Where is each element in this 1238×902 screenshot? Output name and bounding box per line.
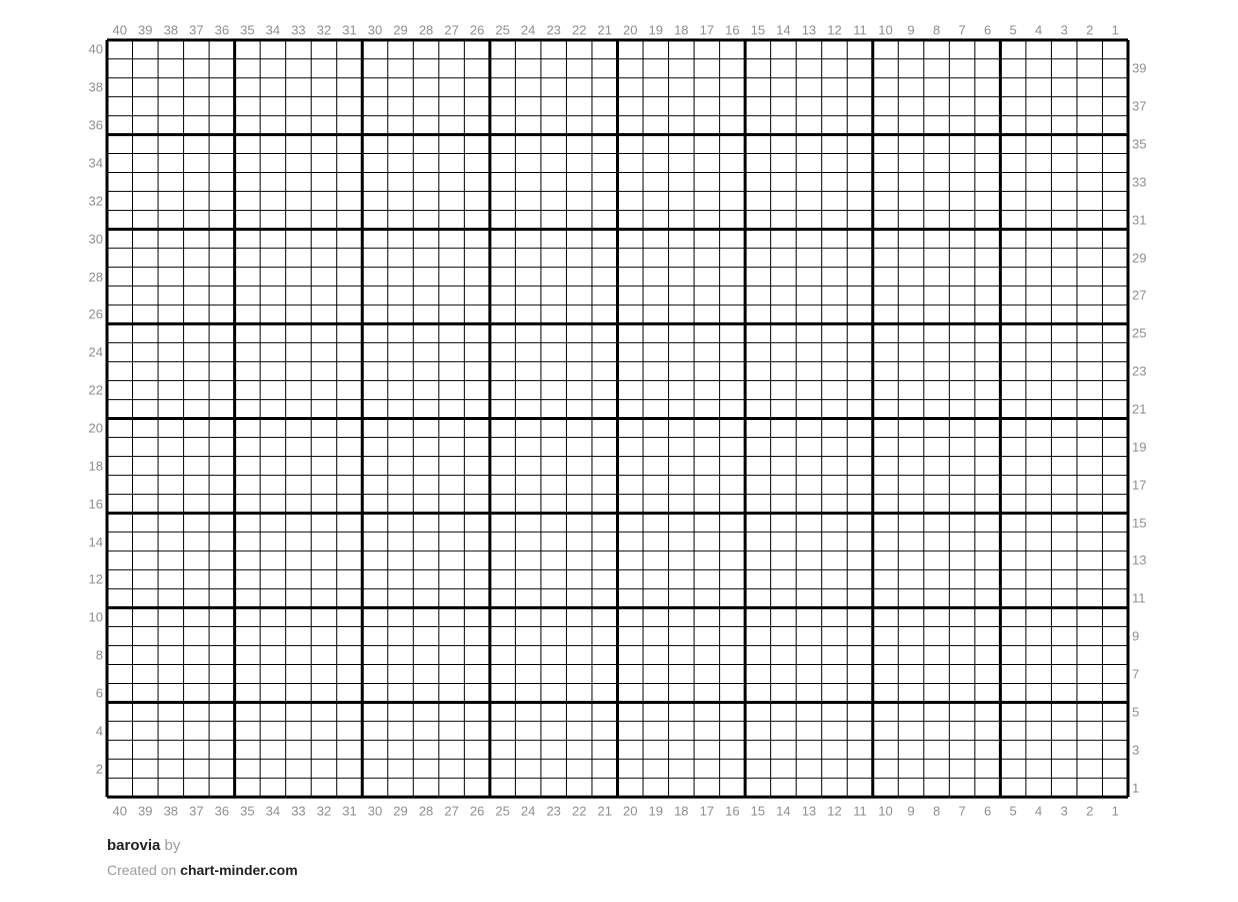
left-row-label: 26 — [88, 306, 103, 322]
top-col-label: 23 — [546, 22, 561, 37]
top-col-label: 24 — [520, 22, 536, 37]
top-col-label: 29 — [393, 22, 408, 37]
bottom-col-label: 30 — [367, 803, 383, 818]
top-col-label: 3 — [1060, 22, 1068, 37]
top-col-label: 9 — [907, 22, 915, 37]
bottom-col-label: 10 — [878, 803, 893, 818]
bottom-col-label: 19 — [648, 803, 664, 818]
left-row-label: 6 — [95, 685, 103, 701]
bottom-col-label: 40 — [112, 803, 127, 818]
bottom-col-label: 8 — [932, 803, 941, 818]
left-row-label: 38 — [88, 79, 103, 95]
bottom-col-label: 15 — [750, 803, 766, 818]
right-row-label: 35 — [1132, 136, 1147, 152]
right-row-label: 9 — [1132, 628, 1140, 644]
right-row-label: 27 — [1132, 287, 1147, 303]
bottom-col-label: 6 — [983, 803, 992, 818]
bottom-col-label: 23 — [546, 803, 561, 818]
top-col-label: 34 — [265, 22, 281, 37]
right-row-label: 15 — [1132, 515, 1147, 531]
right-row-label: 13 — [1132, 552, 1147, 568]
top-col-label: 5 — [1009, 22, 1017, 37]
bottom-col-label: 11 — [853, 803, 867, 818]
left-row-label: 24 — [88, 344, 103, 360]
top-col-label: 12 — [827, 22, 842, 37]
left-row-label: 22 — [88, 382, 103, 398]
top-col-label: 36 — [214, 22, 230, 37]
chart-grid-canvas[interactable] — [107, 40, 1128, 797]
right-row-label: 31 — [1132, 212, 1147, 228]
top-col-label: 18 — [674, 22, 689, 37]
right-row-label: 19 — [1132, 439, 1147, 455]
right-row-label: 5 — [1132, 704, 1140, 720]
left-row-label: 40 — [88, 41, 103, 57]
top-col-label: 13 — [801, 22, 817, 37]
bottom-col-label: 38 — [163, 803, 179, 818]
top-col-label: 28 — [418, 22, 434, 37]
bottom-col-label: 28 — [418, 803, 434, 818]
right-row-label: 21 — [1132, 401, 1147, 417]
bottom-col-label: 29 — [393, 803, 408, 818]
top-col-label: 2 — [1086, 22, 1094, 37]
top-col-label: 32 — [316, 22, 332, 37]
top-col-label: 4 — [1035, 22, 1043, 37]
created-on-text: Created on — [107, 862, 177, 878]
bottom-col-label: 37 — [189, 803, 204, 818]
left-row-label: 18 — [88, 458, 103, 474]
top-col-label: 39 — [138, 22, 153, 37]
bottom-col-label: 20 — [623, 803, 638, 818]
bottom-col-label: 27 — [444, 803, 459, 818]
right-row-label: 29 — [1132, 250, 1147, 266]
top-col-label: 6 — [983, 22, 992, 37]
top-col-label: 15 — [750, 22, 766, 37]
right-row-label: 25 — [1132, 325, 1147, 341]
top-col-label: 10 — [878, 22, 893, 37]
right-row-label: 33 — [1132, 174, 1147, 190]
right-row-label: 11 — [1132, 590, 1146, 606]
bottom-col-label: 7 — [958, 803, 966, 818]
bottom-col-label: 25 — [495, 803, 510, 818]
bottom-col-label: 14 — [776, 803, 791, 818]
right-row-label: 7 — [1132, 666, 1140, 682]
top-col-label: 35 — [240, 22, 255, 37]
chart-author-byline: by — [164, 837, 181, 854]
bottom-col-label: 31 — [342, 803, 357, 818]
chart-title-line — [107, 838, 298, 853]
bottom-col-label: 18 — [674, 803, 689, 818]
bottom-col-label: 33 — [291, 803, 306, 818]
left-row-label: 34 — [88, 155, 103, 171]
right-row-label: 39 — [1132, 60, 1147, 76]
bottom-col-label: 32 — [316, 803, 332, 818]
left-row-label: 10 — [88, 609, 103, 625]
bottom-col-label: 4 — [1035, 803, 1043, 818]
top-col-label: 8 — [932, 22, 941, 37]
left-row-label: 16 — [88, 496, 103, 512]
credit-line — [107, 863, 298, 877]
bottom-col-label: 13 — [801, 803, 817, 818]
top-col-label: 40 — [112, 22, 127, 37]
left-row-label: 36 — [88, 117, 103, 133]
top-col-label: 26 — [469, 22, 485, 37]
bottom-col-label: 39 — [138, 803, 153, 818]
top-col-label: 1 — [1111, 22, 1119, 37]
bottom-col-label: 2 — [1086, 803, 1094, 818]
top-col-label: 27 — [444, 22, 459, 37]
bottom-col-label: 22 — [571, 803, 587, 818]
site-link[interactable]: chart-minder.com — [180, 862, 298, 878]
right-row-label: 3 — [1132, 742, 1140, 758]
top-col-label: 37 — [189, 22, 204, 37]
top-col-label: 31 — [342, 22, 357, 37]
top-col-label: 7 — [958, 22, 966, 37]
chart-footer — [107, 838, 298, 877]
right-row-label: 1 — [1132, 780, 1140, 796]
left-row-label: 8 — [95, 647, 103, 663]
left-row-label: 4 — [95, 723, 103, 739]
bottom-col-label: 12 — [827, 803, 842, 818]
top-col-label: 11 — [853, 22, 867, 37]
right-row-label: 37 — [1132, 98, 1147, 114]
left-row-label: 2 — [95, 761, 103, 777]
left-row-label: 32 — [88, 193, 103, 209]
top-col-label: 20 — [623, 22, 638, 37]
bottom-col-label: 35 — [240, 803, 255, 818]
left-row-label: 12 — [88, 571, 103, 587]
bottom-col-label: 26 — [469, 803, 485, 818]
bottom-col-label: 24 — [520, 803, 536, 818]
bottom-col-label: 1 — [1111, 803, 1119, 818]
right-row-label: 17 — [1132, 477, 1147, 493]
top-col-label: 19 — [648, 22, 664, 37]
right-row-label: 23 — [1132, 363, 1147, 379]
left-row-label: 30 — [88, 231, 103, 247]
bottom-col-label: 16 — [725, 803, 740, 818]
top-col-label: 30 — [367, 22, 383, 37]
bottom-col-label: 9 — [907, 803, 915, 818]
bottom-col-label: 3 — [1060, 803, 1068, 818]
left-row-label: 20 — [88, 420, 103, 436]
bottom-col-label: 34 — [265, 803, 281, 818]
bottom-col-label: 21 — [597, 803, 612, 818]
chart-title: barovia — [107, 837, 161, 854]
bottom-col-label: 5 — [1009, 803, 1017, 818]
top-col-label: 21 — [597, 22, 612, 37]
top-col-label: 14 — [776, 22, 791, 37]
left-row-label: 14 — [88, 534, 103, 549]
bottom-col-label: 17 — [699, 803, 715, 818]
top-col-label: 16 — [725, 22, 740, 37]
bottom-col-label: 36 — [214, 803, 230, 818]
top-col-label: 25 — [495, 22, 510, 37]
top-col-label: 33 — [291, 22, 306, 37]
top-col-label: 22 — [571, 22, 587, 37]
top-col-label: 38 — [163, 22, 179, 37]
left-row-label: 28 — [88, 269, 103, 285]
top-col-label: 17 — [699, 22, 715, 37]
